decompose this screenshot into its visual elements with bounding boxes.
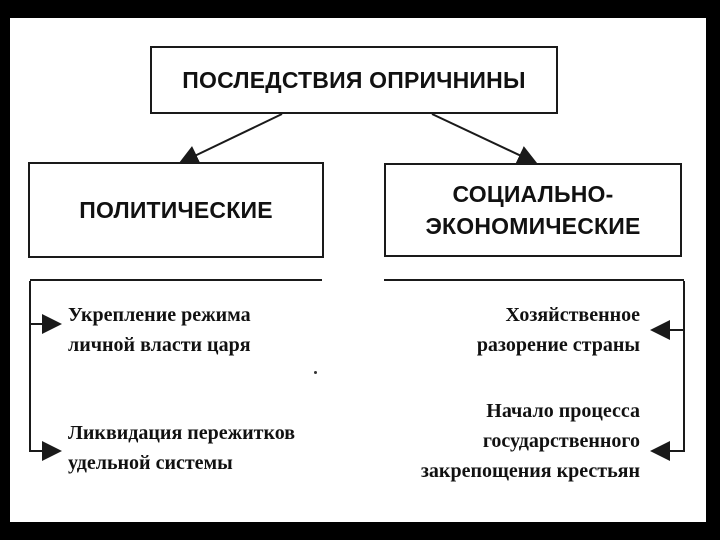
political-item-1-line-2: личной власти царя: [68, 334, 251, 356]
social-item-1-line-2: разорение страны: [476, 334, 640, 356]
social-item-1: [420, 300, 640, 360]
social-item-2-line-1: Начало процесса: [486, 400, 640, 422]
social-economic-branch-box: [384, 163, 682, 257]
social-heading-line-2: ЭКОНОМИЧЕСКИЕ: [425, 213, 641, 239]
political-item-2-line-2: удельной системы: [68, 452, 233, 474]
political-item-1-line-1: Укрепление режима: [68, 304, 251, 326]
political-item-1: [68, 300, 348, 360]
social-item-2: [360, 396, 640, 486]
title-text: ПОСЛЕДСТВИЯ ОПРИЧНИНЫ: [182, 66, 526, 93]
political-item-2: [68, 418, 368, 478]
political-branch-box: [28, 162, 324, 258]
stray-dot: [314, 371, 317, 374]
social-item-1-line-1: Хозяйственное: [505, 304, 640, 326]
social-item-2-line-3: закрепощения крестьян: [420, 460, 640, 482]
social-item-2-line-2: государственного: [482, 430, 640, 452]
social-heading-line-1: СОЦИАЛЬНО-: [452, 181, 614, 207]
political-heading: ПОЛИТИЧЕСКИЕ: [79, 196, 273, 223]
title-box: [150, 46, 558, 114]
political-item-2-line-1: Ликвидация пережитков: [68, 422, 296, 444]
